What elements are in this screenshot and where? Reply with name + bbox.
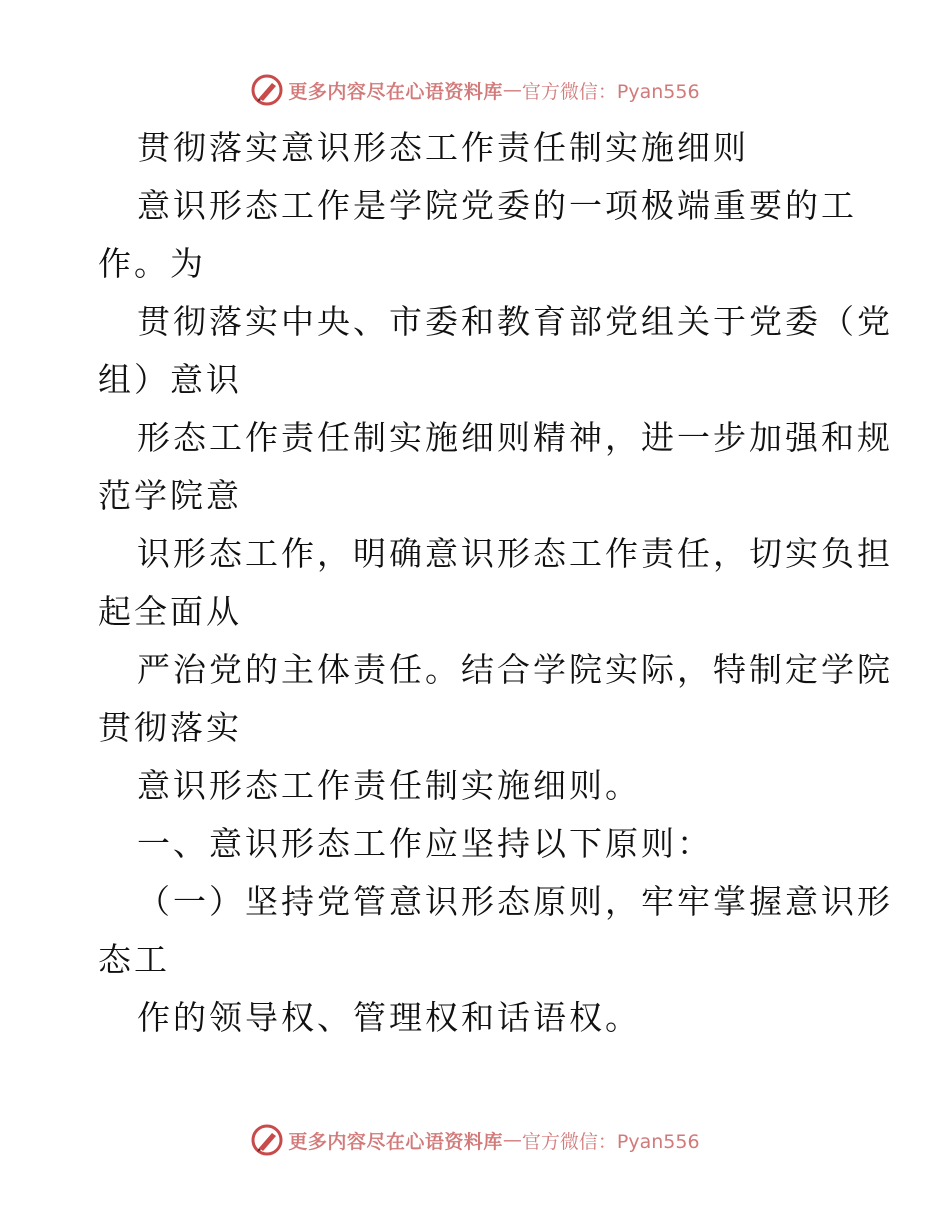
paragraph-line: 意识形态工作是学院党委的一项极端重要的工 — [137, 186, 857, 225]
watermark-text: 更多内容尽在心语资料库 — [288, 80, 503, 103]
paragraph-line: 组）意识 — [98, 360, 242, 399]
paragraph-line: 作的领导权、管理权和话语权。 — [137, 998, 641, 1037]
paragraph-line: 贯彻落实 — [98, 708, 242, 747]
paragraph-line: 起全面从 — [98, 592, 242, 631]
watermark-text: 更多内容尽在心语资料库 — [288, 1130, 503, 1153]
footer-watermark — [0, 1120, 950, 1160]
paragraph-line: （一）坚持党管意识形态原则，牢牢掌握意识形 — [137, 882, 893, 921]
paragraph-line: 识形态工作，明确意识形态工作责任，切实负担 — [137, 534, 893, 573]
paragraph-line: 作。为 — [98, 244, 206, 283]
watermark-separator: — — [502, 79, 522, 101]
paragraph-line: 意识形态工作责任制实施细则。 — [137, 766, 641, 805]
paragraph-line: 严治党的主体责任。结合学院实际，特制定学院 — [137, 650, 893, 689]
paragraph-line: 贯彻落实中央、市委和教育部党组关于党委（党 — [137, 302, 893, 341]
section-heading: 一、意识形态工作应坚持以下原则： — [137, 824, 713, 863]
header-watermark — [0, 70, 950, 110]
pen-logo-icon — [250, 73, 284, 107]
paragraph-line: 形态工作责任制实施细则精神，进一步加强和规 — [137, 418, 893, 457]
pen-logo-icon — [250, 1123, 284, 1157]
watermark-separator: — — [502, 1129, 522, 1151]
watermark-wechat: 官方微信：Pyan556 — [521, 80, 700, 103]
document-title: 贯彻落实意识形态工作责任制实施细则 — [137, 128, 749, 167]
paragraph-line: 范学院意 — [98, 476, 242, 515]
watermark-wechat: 官方微信：Pyan556 — [521, 1130, 700, 1153]
paragraph-line: 态工 — [98, 940, 170, 979]
